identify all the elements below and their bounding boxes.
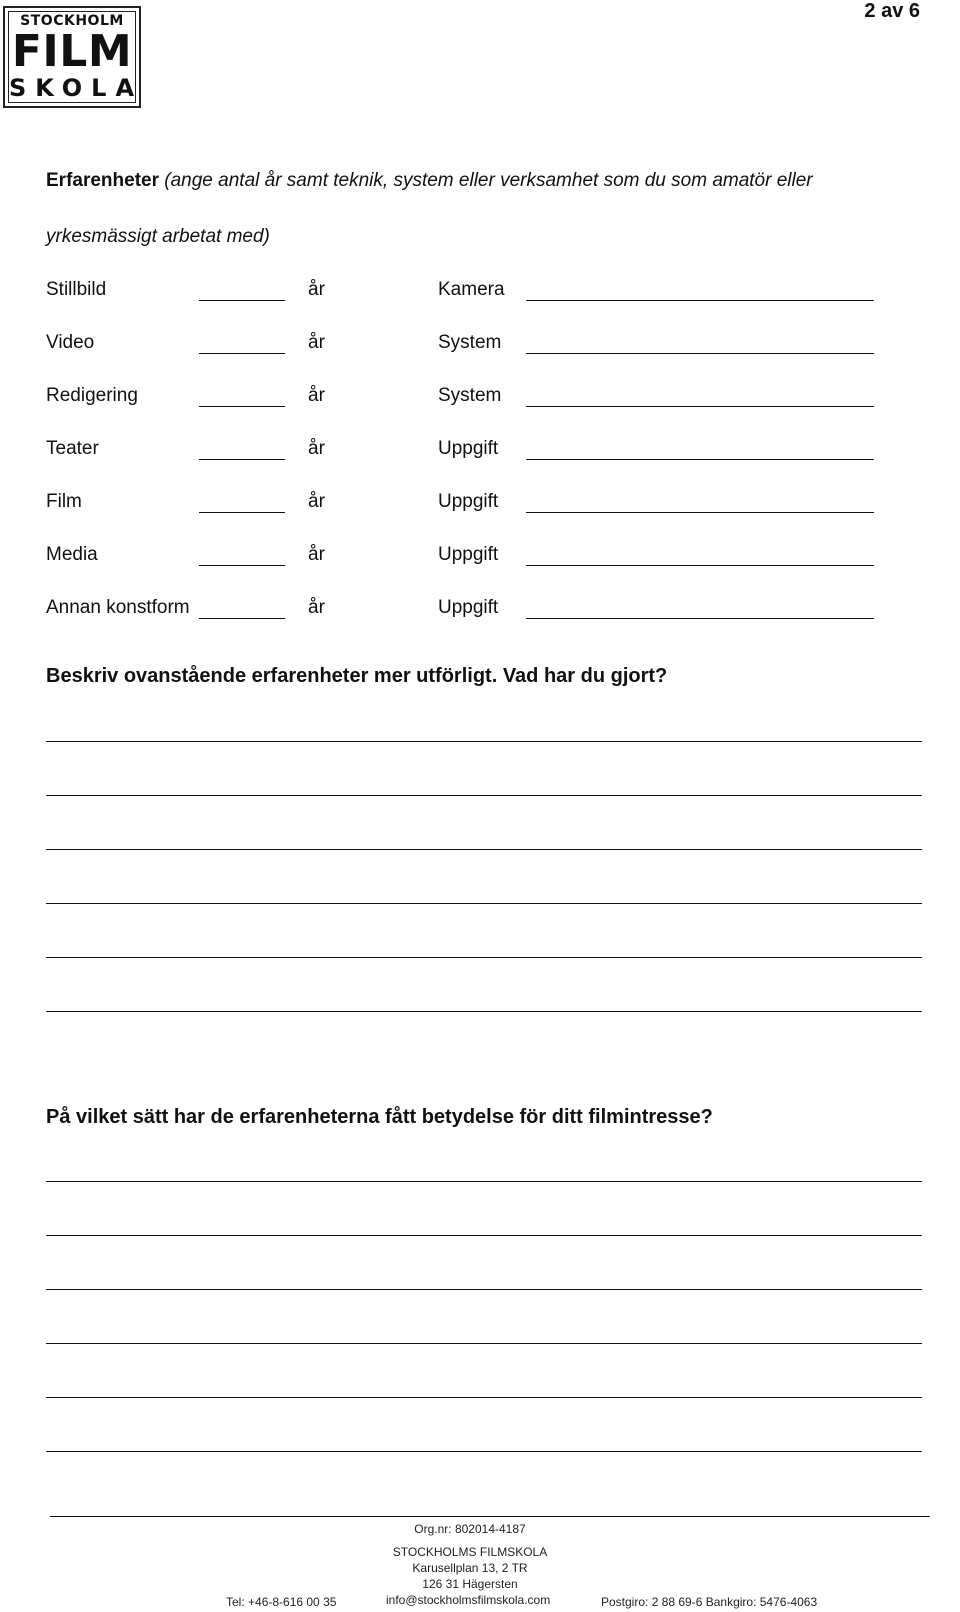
experience-row-film	[46, 489, 876, 519]
detail-label: Uppgift	[438, 491, 499, 512]
answer-line[interactable]	[46, 849, 922, 850]
experience-row-annan-konstform	[46, 595, 876, 625]
logo-line-film: FILM	[11, 26, 133, 77]
detail-label: Uppgift	[438, 544, 499, 565]
experience-intro-line2	[46, 226, 270, 248]
row-label: Redigering	[46, 385, 138, 406]
years-field[interactable]	[199, 618, 285, 619]
footer-email[interactable]: info@stockholmsfilmskola.com	[386, 1593, 551, 1607]
footer-giro: Postgiro: 2 88 69-6 Bankgiro: 5476-4063	[601, 1595, 818, 1609]
answer-line[interactable]	[46, 1181, 922, 1182]
years-field[interactable]	[199, 459, 285, 460]
row-label: Film	[46, 491, 82, 512]
years-unit: år	[308, 385, 325, 406]
years-unit: år	[308, 491, 325, 512]
detail-field[interactable]	[526, 300, 874, 301]
years-unit: år	[308, 438, 325, 459]
school-logo	[3, 6, 144, 108]
years-unit: år	[308, 332, 325, 353]
detail-label: Kamera	[438, 279, 505, 300]
question-film-interest: På vilket sätt har de erfarenheterna fått betydelse för ditt filmintresse?	[46, 1106, 713, 1128]
years-unit: år	[308, 597, 325, 618]
years-field[interactable]	[199, 512, 285, 513]
answer-line[interactable]	[46, 1451, 922, 1452]
row-label: Teater	[46, 438, 99, 459]
detail-label: System	[438, 332, 502, 353]
logo-line-stockholm: STOCKHOLM	[20, 13, 124, 29]
experience-row-teater	[46, 436, 876, 466]
footer-street: Karusellplan 13, 2 TR	[412, 1561, 528, 1575]
logo-line-skola: SKOLA	[8, 74, 144, 102]
answer-line[interactable]	[46, 1235, 922, 1236]
answer-line[interactable]	[46, 795, 922, 796]
experience-row-video	[46, 330, 876, 360]
answer-line[interactable]	[46, 903, 922, 904]
page-number: 2 av 6	[864, 0, 920, 22]
experience-note-line1: (ange antal år samt teknik, system eller verksamhet som du som amatör eller	[164, 170, 813, 191]
row-label: Video	[46, 332, 95, 353]
detail-field[interactable]	[526, 459, 874, 460]
footer-org-nr: Org.nr: 802014-4187	[414, 1522, 526, 1536]
footer-telephone: Tel: +46-8-616 00 35	[226, 1595, 337, 1609]
question-describe-experience: Beskriv ovanstående erfarenheter mer utförligt. Vad har du gjort?	[46, 665, 668, 687]
years-field[interactable]	[199, 565, 285, 566]
footer-postal: 126 31 Hägersten	[422, 1577, 518, 1591]
answer-line[interactable]	[46, 741, 922, 742]
footer-school-name: STOCKHOLMS FILMSKOLA	[392, 1545, 548, 1559]
detail-field[interactable]	[526, 353, 874, 354]
answer-line[interactable]	[46, 1397, 922, 1398]
detail-field[interactable]	[526, 618, 874, 619]
detail-field[interactable]	[526, 406, 874, 407]
answer-line[interactable]	[46, 1343, 922, 1344]
detail-field[interactable]	[526, 512, 874, 513]
experience-note-line2: yrkesmässigt arbetat med)	[46, 226, 270, 247]
row-label: Annan konstform	[46, 597, 190, 618]
years-field[interactable]	[199, 353, 285, 354]
experience-row-stillbild	[46, 277, 876, 307]
experience-heading: Erfarenheter	[46, 170, 159, 191]
years-unit: år	[308, 544, 325, 565]
experience-row-media	[46, 542, 876, 572]
experience-intro	[46, 170, 813, 192]
row-label: Stillbild	[46, 279, 107, 300]
years-field[interactable]	[199, 406, 285, 407]
row-label: Media	[46, 544, 98, 565]
detail-field[interactable]	[526, 565, 874, 566]
years-unit: år	[308, 279, 325, 300]
answer-line[interactable]	[46, 1289, 922, 1290]
answer-line[interactable]	[46, 1011, 922, 1012]
years-field[interactable]	[199, 300, 285, 301]
answer-line[interactable]	[46, 957, 922, 958]
footer-divider	[50, 1516, 930, 1517]
detail-label: Uppgift	[438, 597, 499, 618]
detail-label: System	[438, 385, 502, 406]
experience-row-redigering	[46, 383, 876, 413]
detail-label: Uppgift	[438, 438, 499, 459]
